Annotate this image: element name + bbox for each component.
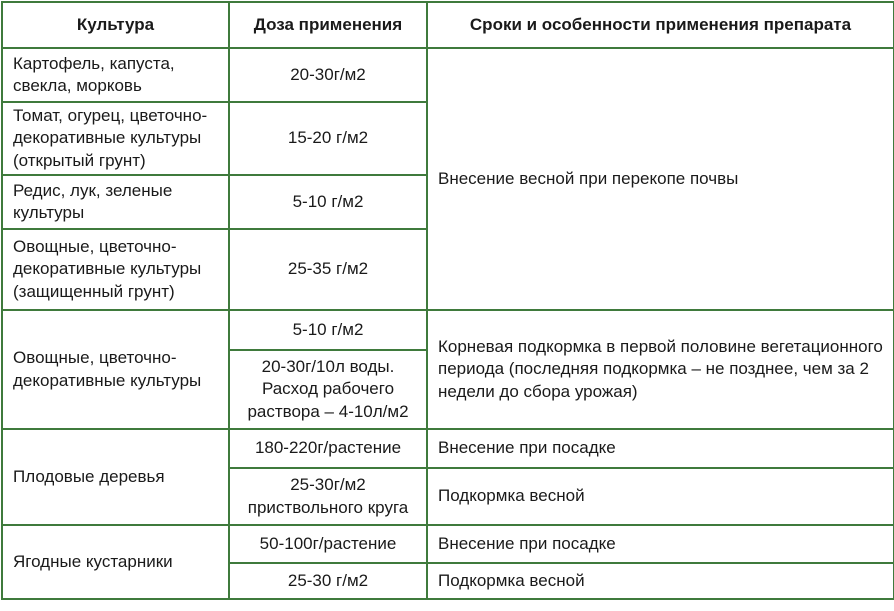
- note-cell: Подкормка весной: [427, 563, 894, 599]
- dose-cell: 25-30 г/м2: [229, 563, 427, 599]
- dose-cell: 15-20 г/м2: [229, 102, 427, 175]
- dose-cell: 20-30г/м2: [229, 48, 427, 102]
- note-cell: Подкормка весной: [427, 468, 894, 525]
- dose-cell: 50-100г/растение: [229, 525, 427, 563]
- crop-cell: Картофель, капуста, свекла, морковь: [2, 48, 229, 102]
- note-cell: Внесение при посадке: [427, 429, 894, 468]
- crop-cell: Томат, огурец, цветочно- декоративные культуры (открытый грунт): [2, 102, 229, 175]
- dose-cell: 5-10 г/м2: [229, 310, 427, 350]
- note-cell: Корневая подкормка в первой половине вегетационного периода (последняя подкормка – не позднее, чем за 2 недели до сбора урожая): [427, 310, 894, 429]
- note-cell: Внесение весной при перекопе почвы: [427, 48, 894, 310]
- dose-cell: 25-30г/м2 приствольного круга: [229, 468, 427, 525]
- crop-cell: Овощные, цветочно- декоративные культуры: [2, 310, 229, 429]
- crop-cell: Плодовые деревья: [2, 429, 229, 525]
- dose-cell: 25-35 г/м2: [229, 229, 427, 310]
- crop-cell: Овощные, цветочно- декоративные культуры (защищенный грунт): [2, 229, 229, 310]
- crop-cell: Редис, лук, зеленые культуры: [2, 175, 229, 229]
- table-row: [2, 525, 894, 563]
- header-dose: Доза применения: [229, 2, 427, 48]
- header-notes: Сроки и особенности применения препарата: [427, 2, 894, 48]
- crop-cell: Ягодные кустарники: [2, 525, 229, 599]
- dose-cell: 20-30г/10л воды. Расход рабочего раствора – 4-10л/м2: [229, 350, 427, 429]
- header-crop: Культура: [2, 2, 229, 48]
- table-row: [2, 429, 894, 468]
- note-cell: Внесение при посадке: [427, 525, 894, 563]
- table-row: [2, 48, 894, 102]
- dose-cell: 180-220г/растение: [229, 429, 427, 468]
- table-row: [2, 310, 894, 350]
- application-table: [1, 1, 894, 600]
- dose-cell: 5-10 г/м2: [229, 175, 427, 229]
- header-row: [2, 2, 894, 48]
